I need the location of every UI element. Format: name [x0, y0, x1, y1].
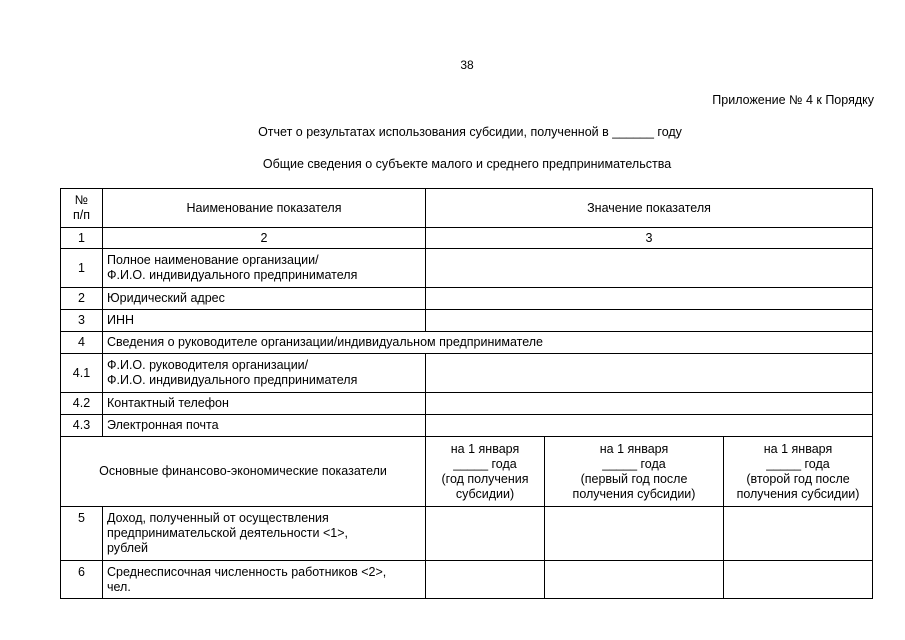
year-col-3: на 1 января _____ года (второй год после получения субсидии): [724, 437, 873, 507]
row-value[interactable]: [426, 415, 873, 437]
header-num-cell: [61, 189, 103, 228]
header-num-line1: №: [74, 193, 89, 207]
row-value[interactable]: [426, 249, 873, 288]
row-value[interactable]: [426, 354, 873, 393]
report-table: [60, 188, 873, 599]
row-label: Контактный телефон: [103, 393, 426, 415]
header-value-cell: Значение показателя: [426, 189, 873, 228]
row-label: Среднесписочная численность работников <2>, чел.: [103, 561, 426, 599]
table-row: [61, 354, 873, 393]
row-num: 4.1: [61, 354, 103, 393]
row-value[interactable]: [426, 288, 873, 310]
page-number: 38: [460, 58, 474, 72]
row-value[interactable]: [426, 393, 873, 415]
row-value-year-1[interactable]: [426, 561, 545, 599]
row-value-year-2[interactable]: [545, 507, 724, 561]
row-value-year-2[interactable]: [545, 561, 724, 599]
row-num: 4.3: [61, 415, 103, 437]
table-row: [61, 393, 873, 415]
table-row: [61, 288, 873, 310]
row-label: Юридический адрес: [103, 288, 426, 310]
row-num: 2: [61, 288, 103, 310]
row-num: 1: [61, 249, 103, 288]
row-label: ИНН: [103, 310, 426, 332]
col-number-3: 3: [426, 228, 873, 249]
financial-header-label: Основные финансово-экономические показатели: [61, 437, 426, 507]
header-num-line2: п/п: [72, 208, 90, 222]
row-num: 4.2: [61, 393, 103, 415]
row-label: Доход, полученный от осуществления предпринимательской деятельности <1>, рублей: [103, 507, 426, 561]
row-num: 3: [61, 310, 103, 332]
table-row: [61, 415, 873, 437]
table-row: [61, 249, 873, 288]
table-row: [61, 561, 873, 599]
table-row: [61, 507, 873, 561]
table-row: [61, 310, 873, 332]
col-number-1: 1: [61, 228, 103, 249]
row-num: 4: [61, 332, 103, 354]
row-value[interactable]: [426, 310, 873, 332]
table-row: [61, 332, 873, 354]
year-col-1: на 1 января _____ года (год получения субсидии): [426, 437, 545, 507]
report-title: Отчет о результатах использования субсидии, полученной в ______ году: [258, 125, 682, 139]
row-value-year-1[interactable]: [426, 507, 545, 561]
row-label: Сведения о руководителе организации/индивидуальном предпринимателе: [103, 332, 873, 354]
year-col-2: на 1 января _____ года (первый год после получения субсидии): [545, 437, 724, 507]
row-label: Электронная почта: [103, 415, 426, 437]
row-label: Ф.И.О. руководителя организации/ Ф.И.О. индивидуального предпринимателя: [103, 354, 426, 393]
financial-header-row: [61, 437, 873, 507]
row-value-year-3[interactable]: [724, 507, 873, 561]
header-name-cell: Наименование показателя: [103, 189, 426, 228]
table-header-row: [61, 189, 873, 228]
report-subtitle: Общие сведения о субъекте малого и среднего предпринимательства: [262, 157, 672, 171]
column-number-row: [61, 228, 873, 249]
col-number-2: 2: [103, 228, 426, 249]
row-num: 6: [61, 561, 103, 599]
row-num: 5: [61, 507, 103, 561]
row-value-year-3[interactable]: [724, 561, 873, 599]
appendix-label: Приложение № 4 к Порядку: [712, 93, 874, 107]
row-label: Полное наименование организации/ Ф.И.О. индивидуального предпринимателя: [103, 249, 426, 288]
